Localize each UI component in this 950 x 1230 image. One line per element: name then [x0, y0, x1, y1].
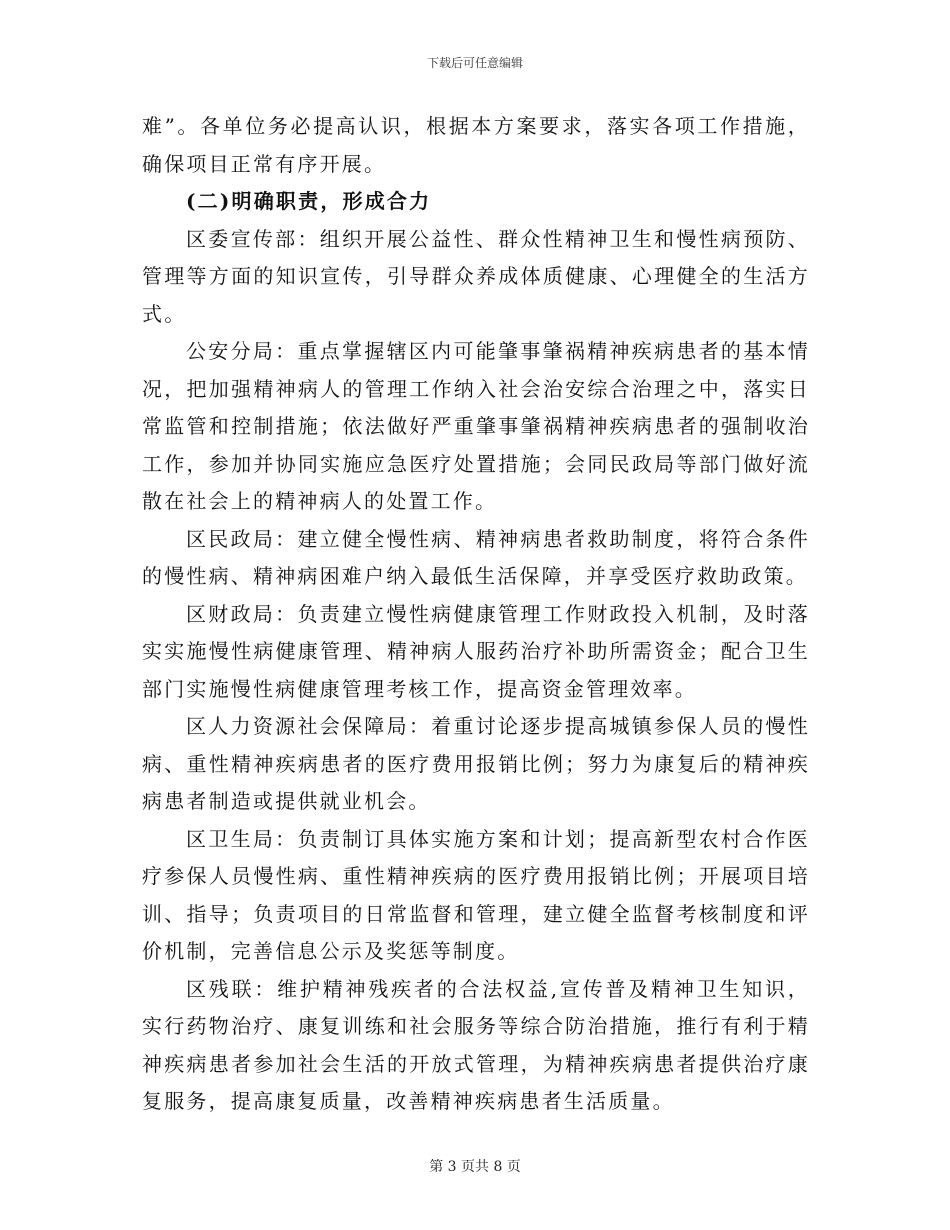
page-number: 第 3 页共 8 页 [429, 1159, 521, 1175]
document-body [142, 108, 810, 1121]
paragraph-human-resources: 区人力资源社会保障局：着重讨论逐步提高城镇参保人员的慢性病、重性精神疾病患者的医疗费用报销比例；努力为康复后的精神疾病患者制造或提供就业机会。 [142, 714, 810, 813]
page-header: 下载后可任意编辑 [426, 56, 523, 70]
section-heading: (二)明确职责，形成合力 [186, 189, 432, 213]
paragraph-public-security: 公安分局：重点掌握辖区内可能肇事肇祸精神疾病患者的基本情况，把加强精神病人的管理工作纳入社会治安综合治理之中，落实日常监管和控制措施；依法做好严重肇事肇祸精神疾病患者的强制收治工作，参加并协同实施应急医疗处置措施；会同民政局等部门做好流散在社会上的精神病人的处置工作。 [142, 339, 810, 513]
paragraph-disabled-federation: 区残联：维护精神残疾者的合法权益,宣传普及精神卫生知识，实行药物治疗、康复训练和社会服务等综合防治措施，推行有利于精神疾病患者参加社会生活的开放式管理，为精神疾病患者提供治疗康复服务，提高康复质量，改善精神疾病患者生活质量。 [142, 976, 810, 1113]
paragraph-propaganda-dept: 区委宣传部：组织开展公益性、群众性精神卫生和慢性病预防、管理等方面的知识宣传，引导群众养成体质健康、心理健全的生活方式。 [142, 226, 810, 326]
paragraph-finance: 区财政局：负责建立慢性病健康管理工作财政投入机制，及时落实实施慢性病健康管理、精神病人服药治疗补助所需资金；配合卫生部门实施慢性病健康管理考核工作，提高资金管理效率。 [142, 601, 810, 701]
paragraph-health-bureau: 区卫生局：负责制订具体实施方案和计划；提高新型农村合作医疗参保人员慢性病、重性精神疾病的医疗费用报销比例；开展项目培训、指导；负责项目的日常监督和管理，建立健全监督考核制度和评价机制，完善信息公示及奖惩等制度。 [142, 826, 810, 963]
paragraph-civil-affairs: 区民政局：建立健全慢性病、精神病患者救助制度，将符合条件的慢性病、精神病困难户纳入最低生活保障，并享受医疗救助政策。 [142, 526, 810, 588]
paragraph-continuation: 难”。各单位务必提高认识，根据本方案要求，落实各项工作措施，确保项目正常有序开展。 [142, 114, 810, 176]
